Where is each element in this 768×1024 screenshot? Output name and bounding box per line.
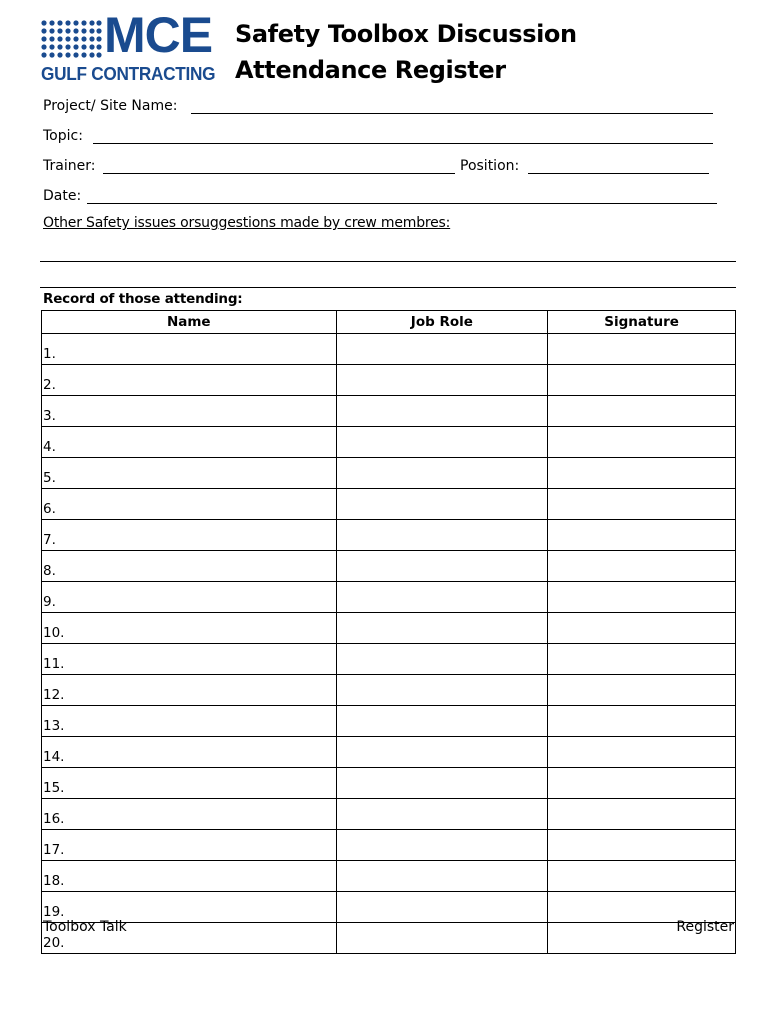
table-body — [42, 334, 736, 954]
signature-cell[interactable] — [548, 830, 736, 861]
name-cell[interactable] — [42, 396, 337, 427]
trainer-position-row — [43, 158, 715, 178]
other-issues-heading: Other Safety issues orsuggestions made by crew membres: — [43, 215, 451, 231]
name-cell[interactable] — [42, 551, 337, 582]
name-cell[interactable] — [42, 334, 337, 365]
footer-left: Toolbox Talk — [43, 919, 127, 935]
table-row — [42, 799, 736, 830]
signature-cell[interactable] — [548, 582, 736, 613]
name-cell[interactable] — [42, 644, 337, 675]
company-logo — [40, 7, 226, 90]
row-number: 8. — [43, 563, 56, 579]
row-number: 15. — [43, 780, 65, 796]
table-row — [42, 675, 736, 706]
date-blank[interactable] — [87, 203, 717, 204]
job-role-cell[interactable] — [336, 489, 548, 520]
header-job-role: Job Role — [336, 311, 548, 334]
project-site-label: Project/ Site Name: — [43, 98, 178, 114]
row-number: 12. — [43, 687, 65, 703]
signature-cell[interactable] — [548, 396, 736, 427]
signature-cell[interactable] — [548, 706, 736, 737]
signature-cell[interactable] — [548, 520, 736, 551]
name-cell[interactable] — [42, 675, 337, 706]
row-number: 2. — [43, 377, 56, 393]
name-cell[interactable] — [42, 613, 337, 644]
table-row — [42, 365, 736, 396]
job-role-cell[interactable] — [336, 582, 548, 613]
position-label: Position: — [460, 158, 520, 174]
other-issues-line-1[interactable] — [40, 261, 736, 262]
job-role-cell[interactable] — [336, 799, 548, 830]
row-number: 13. — [43, 718, 65, 734]
row-number: 6. — [43, 501, 56, 517]
job-role-cell[interactable] — [336, 675, 548, 706]
job-role-cell[interactable] — [336, 737, 548, 768]
table-header-row — [42, 311, 736, 334]
trainer-label: Trainer: — [43, 158, 96, 174]
header-signature: Signature — [548, 311, 736, 334]
name-cell[interactable] — [42, 768, 337, 799]
topic-label: Topic: — [43, 128, 83, 144]
name-cell[interactable] — [42, 489, 337, 520]
row-number: 18. — [43, 873, 65, 889]
row-number: 16. — [43, 811, 65, 827]
table-row — [42, 458, 736, 489]
job-role-cell[interactable] — [336, 520, 548, 551]
title-line-2: Attendance Register — [235, 56, 506, 84]
job-role-cell[interactable] — [336, 458, 548, 489]
name-cell[interactable] — [42, 520, 337, 551]
table-row — [42, 489, 736, 520]
page-title — [235, 16, 577, 88]
name-cell[interactable] — [42, 706, 337, 737]
job-role-cell[interactable] — [336, 644, 548, 675]
topic-field[interactable] — [43, 128, 715, 148]
signature-cell[interactable] — [548, 365, 736, 396]
header-name: Name — [42, 311, 337, 334]
row-number: 4. — [43, 439, 56, 455]
job-role-cell[interactable] — [336, 334, 548, 365]
table-row — [42, 396, 736, 427]
signature-cell[interactable] — [548, 675, 736, 706]
row-number: 10. — [43, 625, 65, 641]
date-label: Date: — [43, 188, 82, 204]
name-cell[interactable] — [42, 458, 337, 489]
name-cell[interactable] — [42, 799, 337, 830]
job-role-cell[interactable] — [336, 396, 548, 427]
signature-cell[interactable] — [548, 737, 736, 768]
job-role-cell[interactable] — [336, 613, 548, 644]
table-row — [42, 768, 736, 799]
date-field[interactable] — [43, 188, 719, 208]
signature-cell[interactable] — [548, 551, 736, 582]
trainer-blank[interactable] — [103, 173, 455, 174]
record-heading: Record of those attending: — [43, 291, 243, 307]
name-cell[interactable] — [42, 427, 337, 458]
name-cell[interactable] — [42, 737, 337, 768]
row-number: 3. — [43, 408, 56, 424]
attendance-table — [41, 310, 736, 954]
signature-cell[interactable] — [548, 613, 736, 644]
signature-cell[interactable] — [548, 644, 736, 675]
footer-right: Register — [676, 919, 734, 935]
topic-blank[interactable] — [93, 143, 713, 144]
signature-cell[interactable] — [548, 799, 736, 830]
project-site-blank[interactable] — [191, 113, 713, 114]
row-number: 11. — [43, 656, 65, 672]
other-issues-line-2[interactable] — [40, 287, 736, 288]
job-role-cell[interactable] — [336, 706, 548, 737]
name-cell[interactable] — [42, 861, 337, 892]
name-cell[interactable] — [42, 830, 337, 861]
name-cell[interactable] — [42, 365, 337, 396]
signature-cell[interactable] — [548, 458, 736, 489]
logo-brand-primary: MCE — [104, 7, 213, 63]
signature-cell[interactable] — [548, 489, 736, 520]
table-row — [42, 644, 736, 675]
row-number: 5. — [43, 470, 56, 486]
signature-cell[interactable] — [548, 861, 736, 892]
job-role-cell[interactable] — [336, 892, 548, 923]
signature-cell[interactable] — [548, 334, 736, 365]
table-row — [42, 892, 736, 923]
project-site-field[interactable] — [43, 98, 715, 118]
table-row — [42, 923, 736, 954]
job-role-cell[interactable] — [336, 365, 548, 396]
table-row — [42, 861, 736, 892]
row-number: 14. — [43, 749, 65, 765]
table-row — [42, 830, 736, 861]
row-number: 9. — [43, 594, 56, 610]
job-role-cell[interactable] — [336, 861, 548, 892]
job-role-cell[interactable] — [336, 427, 548, 458]
name-cell[interactable] — [42, 582, 337, 613]
table-row — [42, 427, 736, 458]
job-role-cell[interactable] — [336, 551, 548, 582]
table-row — [42, 582, 736, 613]
row-number: 17. — [43, 842, 65, 858]
row-number: 20. — [43, 935, 65, 951]
title-line-1: Safety Toolbox Discussion — [235, 20, 577, 48]
signature-cell[interactable] — [548, 892, 736, 923]
job-role-cell[interactable] — [336, 830, 548, 861]
signature-cell[interactable] — [548, 768, 736, 799]
logo-dot-grid-icon — [40, 19, 102, 61]
signature-cell[interactable] — [548, 427, 736, 458]
position-blank[interactable] — [528, 173, 709, 174]
job-role-cell[interactable] — [336, 923, 548, 954]
table-row — [42, 334, 736, 365]
logo-brand-secondary: GULF CONTRACTING — [41, 63, 216, 84]
row-number: 1. — [43, 346, 56, 362]
job-role-cell[interactable] — [336, 768, 548, 799]
row-number: 19. — [43, 904, 65, 920]
name-cell[interactable] — [42, 892, 337, 923]
row-number: 7. — [43, 532, 56, 548]
table-row — [42, 551, 736, 582]
table-row — [42, 520, 736, 551]
table-row — [42, 613, 736, 644]
table-row — [42, 706, 736, 737]
table-row — [42, 737, 736, 768]
